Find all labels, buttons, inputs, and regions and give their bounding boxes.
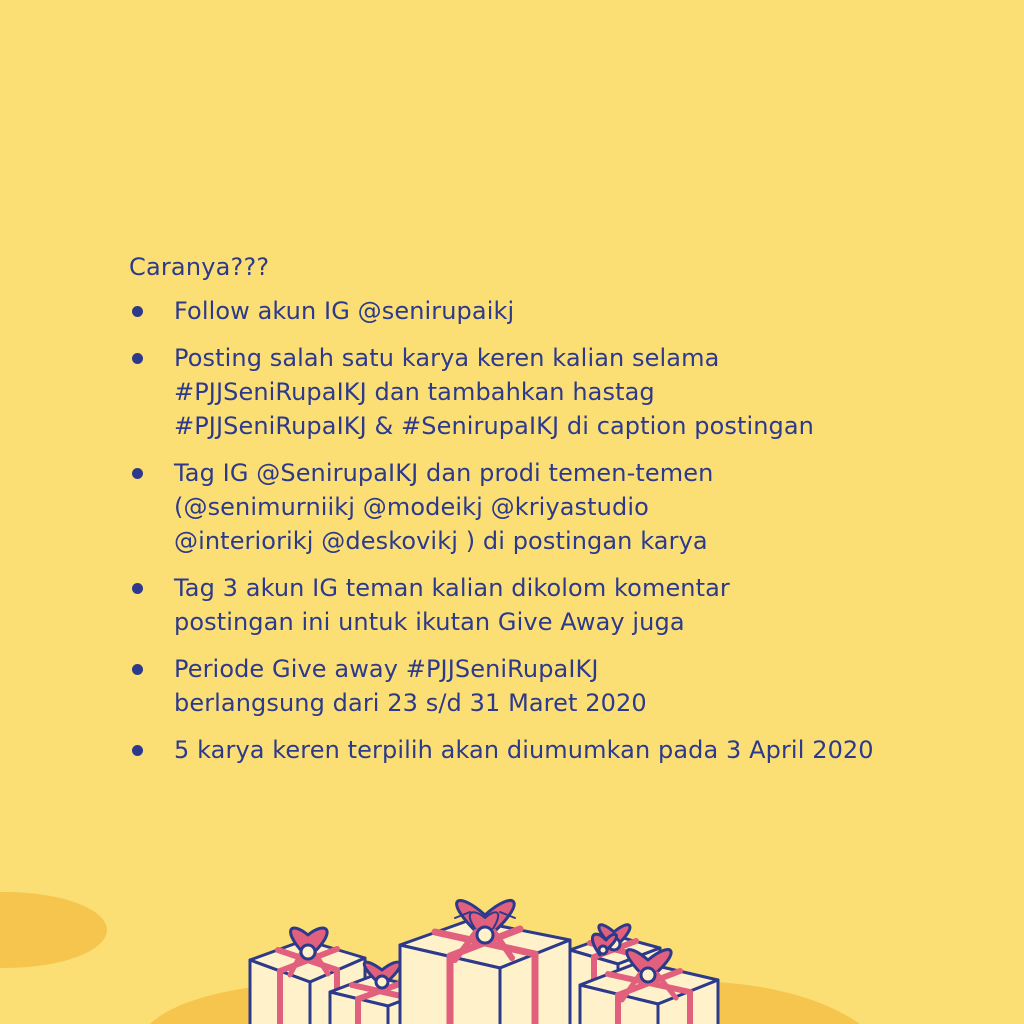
step-item bbox=[129, 341, 1009, 443]
gift-box-icon bbox=[400, 900, 570, 1024]
gift-box-icon bbox=[330, 962, 430, 1024]
step-line: Tag IG @SenirupaIKJ dan prodi temen-temen bbox=[174, 459, 714, 487]
step-line: postingan ini untuk ikutan Give Away juga bbox=[174, 608, 685, 636]
step-line: Periode Give away #PJJSeniRupaIKJ bbox=[174, 655, 599, 683]
step-line: @interiorikj @deskovikj ) di postingan karya bbox=[174, 527, 708, 555]
step-line: Posting salah satu karya keren kalian selama bbox=[174, 344, 720, 372]
gift-box-icon bbox=[580, 950, 718, 1024]
step-line: Tag 3 akun IG teman kalian dikolom komentar bbox=[174, 574, 730, 602]
step-line: Follow akun IG @senirupaikj bbox=[174, 297, 515, 325]
ground-shape-bottom bbox=[150, 971, 860, 1024]
bullet-icon bbox=[132, 664, 143, 675]
step-line: (@senimurniikj @modeikj @kriyastudio bbox=[174, 493, 649, 521]
instructions-panel bbox=[129, 250, 1009, 780]
step-line: 5 karya keren terpilih akan diumumkan pada 3 April 2020 bbox=[174, 736, 874, 764]
bullet-icon bbox=[132, 468, 143, 479]
step-line: berlangsung dari 23 s/d 31 Maret 2020 bbox=[174, 689, 647, 717]
bullet-icon bbox=[132, 745, 143, 756]
step-item bbox=[129, 571, 1009, 639]
bullet-icon bbox=[132, 306, 143, 317]
step-line: #PJJSeniRupaIKJ & #SenirupaIKJ di caption postingan bbox=[174, 412, 814, 440]
step-line: #PJJSeniRupaIKJ dan tambahkan hastag bbox=[174, 378, 655, 406]
bullet-icon bbox=[132, 583, 143, 594]
gift-box-icon bbox=[570, 925, 660, 1024]
steps-list bbox=[129, 294, 1009, 767]
bullet-icon bbox=[132, 353, 143, 364]
step-item bbox=[129, 733, 1009, 767]
gift-bow-icon bbox=[592, 934, 616, 955]
step-item bbox=[129, 652, 1009, 720]
gift-box-icon bbox=[250, 928, 365, 1024]
ground-shape-left bbox=[0, 892, 107, 968]
instructions-heading: Caranya??? bbox=[129, 253, 270, 281]
step-item bbox=[129, 294, 1009, 328]
step-item bbox=[129, 456, 1009, 558]
